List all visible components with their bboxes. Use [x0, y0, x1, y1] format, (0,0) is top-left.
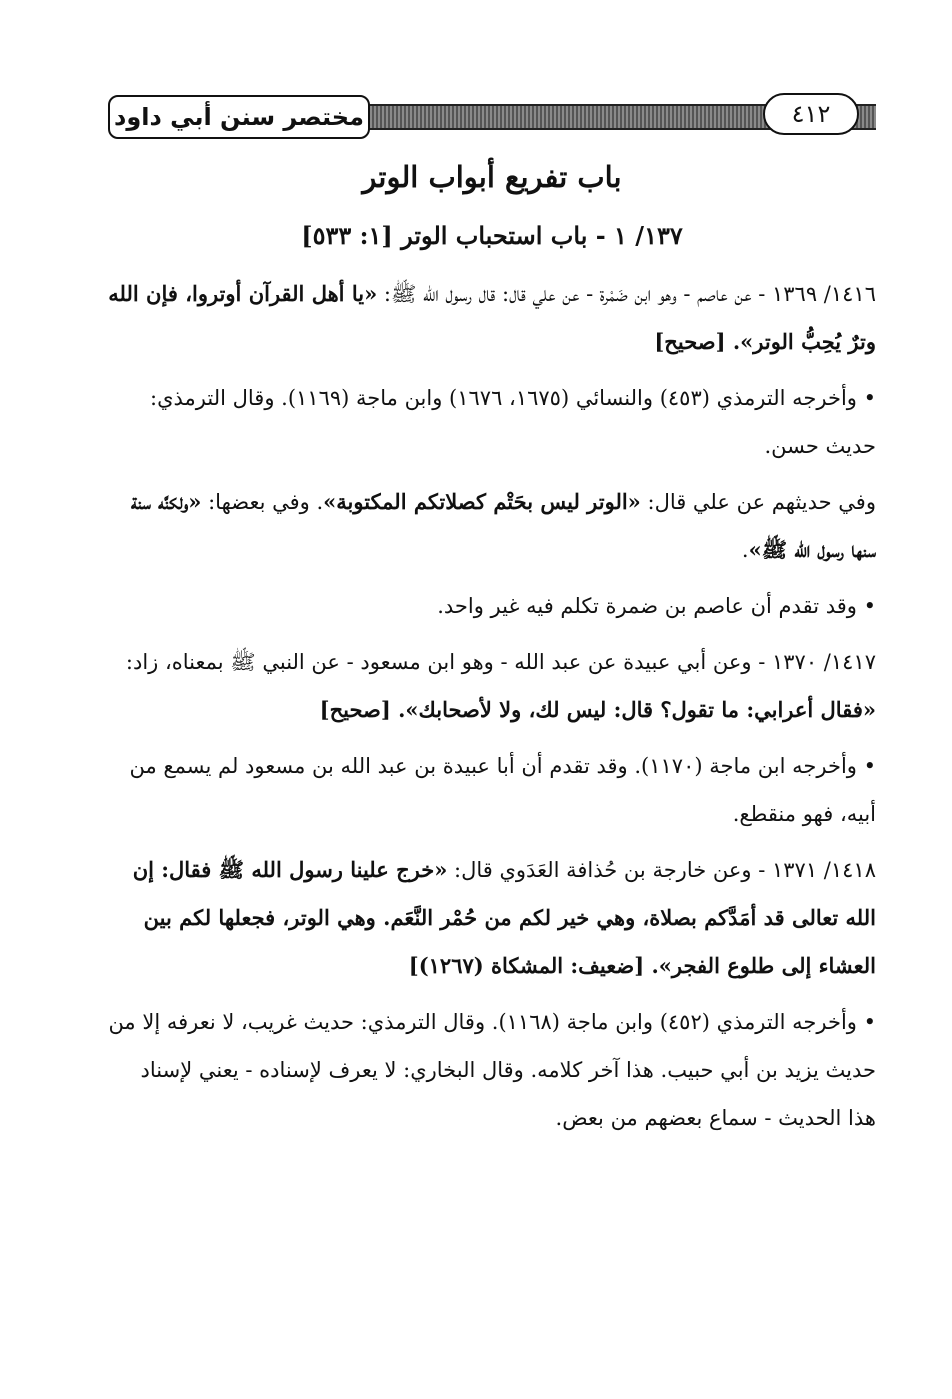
- note-1417: • وأخرجه ابن ماجة (١١٧٠). وقد تقدم أن أبا عبيدة بن عبد الله بن مسعود لم يسمع من أبيه، فهو منقطع.: [129, 754, 876, 826]
- hadith-1416-intro: ١٤١٦/ ١٣٦٩ - عن عاصم - وهو ابن ضَمْرة - عن علي قال: قال رسول الله ﷺ:: [383, 282, 876, 306]
- note-1416-b-lead: وفي حديثهم عن علي قال:: [640, 490, 876, 514]
- page-header: [108, 92, 876, 142]
- book-title: مختصر سنن أبي داود: [108, 95, 370, 139]
- note-1416-b-end: .: [741, 538, 749, 562]
- hadith-1417-intro: ١٤١٧/ ١٣٧٠ - وعن أبي عبيدة عن عبد الله - وهو ابن مسعود - عن النبي ﷺ بمعناه، زاد:: [125, 650, 876, 674]
- hadith-1418: [108, 846, 876, 990]
- section-title: ١٣٧/ ١ - باب استحباب الوتر [١: ٥٣٣]: [301, 221, 683, 250]
- hadith-1418-intro: ١٤١٨/ ١٣٧١ - وعن خارجة بن حُذافة العَدَوي قال:: [447, 858, 876, 882]
- page-number: ٤١٢: [763, 93, 859, 135]
- note-1416-b-quote-1: «الوتر ليس بحَتْم كصلاتكم المكتوبة»: [323, 489, 641, 514]
- hadith-1417: [108, 638, 876, 734]
- note-1416-c: • وقد تقدم أن عاصم بن ضمرة تكلم فيه غير واحد.: [437, 594, 876, 618]
- hadith-1416: [108, 270, 876, 366]
- page-body: [108, 150, 876, 1150]
- hadith-1418-text: «خرج علينا رسول الله ﷺ فقال: إن الله تعالى قد أمَدَّكم بصلاة، وهي خير لكم من حُمْر النَّعَم. وهي الوتر، فجعلها لكم بين العشاء إلى طلوع الفجر». [ضعيف: المشكاة (١٢٦٧)]: [132, 857, 876, 978]
- note-1416-b-quote-2: «ولكنَّه سنة سنها رسول الله ﷺ»: [131, 489, 876, 562]
- note-1416-a: • وأخرجه الترمذي (٤٥٣) والنسائي (١٦٧٥، ١٦٧٦) وابن ماجة (١١٦٩). وقال الترمذي: حديث حسن.: [150, 386, 876, 458]
- hadith-1417-text: «فقال أعرابي: ما تقول؟ قال: ليس لك، ولا لأصحابك». [صحيح]: [319, 697, 876, 722]
- hadith-1416-text: «يا أهل القرآن أوتروا، فإن الله وترٌ يُحِبُّ الوتر». [صحيح]: [108, 281, 876, 354]
- note-1416-b-mid: . وفي بعضها:: [201, 490, 324, 514]
- chapter-title: باب تفريع أبواب الوتر: [362, 160, 622, 194]
- note-1418: • وأخرجه الترمذي (٤٥٢) وابن ماجة (١١٦٨). وقال الترمذي: حديث غريب، لا نعرفه إلا من حديث يزيد بن أبي حبيب. هذا آخر كلامه. وقال البخاري: لا يعرف لإسناده - يعني لإسناد هذا الحديث - سماع بعضهم من بعض.: [108, 1010, 876, 1130]
- note-1416-b: [108, 478, 876, 574]
